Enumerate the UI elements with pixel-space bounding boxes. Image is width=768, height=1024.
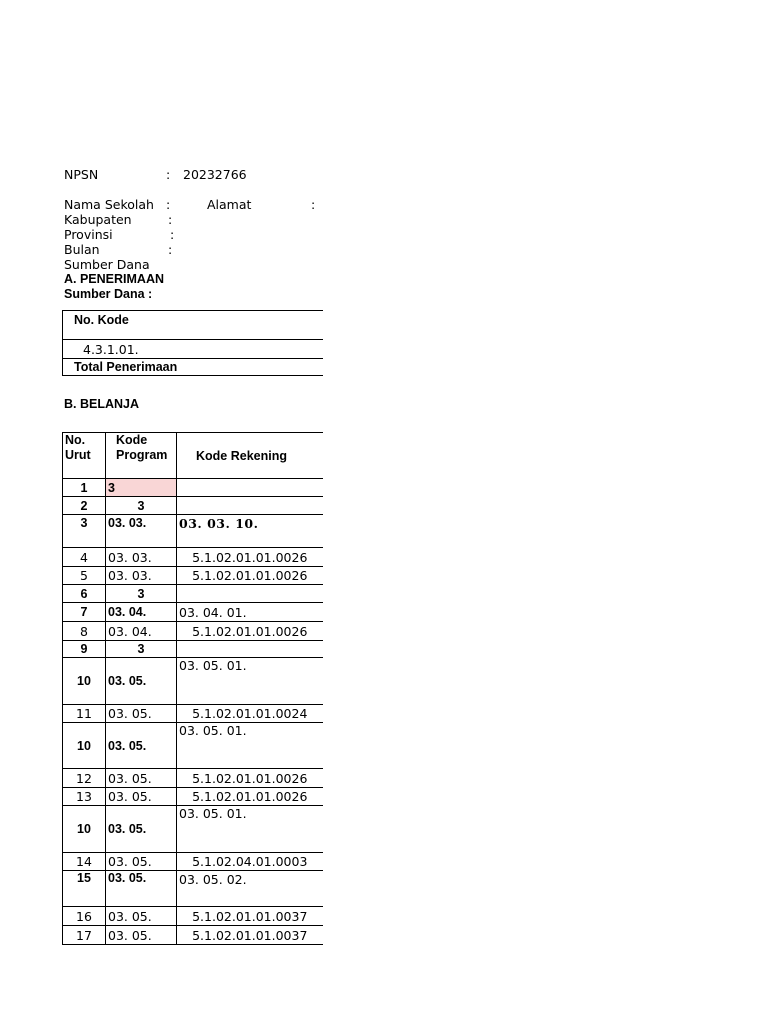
row-no: 10 xyxy=(63,658,106,705)
alamat-label: Alamat xyxy=(207,197,252,212)
row-no: 17 xyxy=(63,926,106,945)
table-row xyxy=(63,497,323,515)
row-rekening: 5.1.02.04.01.0003 xyxy=(177,853,323,871)
row-rekening: 5.1.02.01.01.0026 xyxy=(177,788,323,806)
penerimaan-table xyxy=(62,310,323,376)
row-kode: 03. 03. xyxy=(106,548,177,567)
table-row xyxy=(63,548,323,567)
table-row xyxy=(63,806,323,853)
row-kode: 03. 03. xyxy=(106,567,177,585)
row-rekening: 5.1.02.01.01.0026 xyxy=(177,622,323,641)
bulan-colon: : xyxy=(168,242,173,257)
npsn-label: NPSN xyxy=(64,167,99,182)
row-rekening: 03. 03. 10. xyxy=(177,515,323,548)
nama-sekolah-colon: : xyxy=(166,197,171,212)
row-no: 2 xyxy=(63,497,106,515)
row-kode: 3 xyxy=(106,497,177,515)
row-kode: 03. 05. xyxy=(106,907,177,926)
row-kode: 03. 05. xyxy=(106,723,177,769)
kabupaten-label: Kabupaten xyxy=(64,212,132,227)
row-kode: 03. 05. xyxy=(106,806,177,853)
row-no: 10 xyxy=(63,723,106,769)
sumber-dana-label: Sumber Dana xyxy=(64,257,150,272)
table-row xyxy=(63,871,323,907)
table-row xyxy=(63,788,323,806)
row-rekening xyxy=(177,641,323,658)
table-row xyxy=(63,769,323,788)
alamat-colon: : xyxy=(311,197,316,212)
header-no-urut: No. Urut xyxy=(63,433,106,479)
provinsi-colon: : xyxy=(170,227,175,242)
header-kode-rekening: Kode Rekening xyxy=(177,433,323,479)
row-no: 14 xyxy=(63,853,106,871)
row-no: 16 xyxy=(63,907,106,926)
total-penerimaan: Total Penerimaan xyxy=(63,359,323,376)
row-no: 7 xyxy=(63,603,106,622)
table-row xyxy=(63,926,323,945)
row-kode: 03. 05. xyxy=(106,658,177,705)
table-row xyxy=(63,515,323,548)
bulan-label: Bulan xyxy=(64,242,100,257)
row-kode: 3 xyxy=(106,641,177,658)
row-no: 3 xyxy=(63,515,106,548)
row-kode: 03. 05. xyxy=(106,705,177,723)
row-kode: 03. 05. xyxy=(106,853,177,871)
row-no: 5 xyxy=(63,567,106,585)
row-no: 12 xyxy=(63,769,106,788)
row-rekening: 5.1.02.01.01.0026 xyxy=(177,769,323,788)
row-rekening: 03. 05. 02. xyxy=(177,871,323,907)
table-row xyxy=(63,622,323,641)
row-rekening xyxy=(177,497,323,515)
table-row xyxy=(63,705,323,723)
row-rekening: 5.1.02.01.01.0037 xyxy=(177,926,323,945)
row-no: 13 xyxy=(63,788,106,806)
penerimaan-col-header: No. Kode xyxy=(63,311,323,340)
row-no: 6 xyxy=(63,585,106,603)
row-rekening xyxy=(177,479,323,497)
row-no: 11 xyxy=(63,705,106,723)
npsn-colon: : xyxy=(166,167,171,182)
row-kode: 3 xyxy=(106,585,177,603)
row-no: 10 xyxy=(63,806,106,853)
row-rekening: 5.1.02.01.01.0024 xyxy=(177,705,323,723)
penerimaan-title: A. PENERIMAAN xyxy=(64,272,165,286)
provinsi-label: Provinsi xyxy=(64,227,113,242)
table-row xyxy=(63,907,323,926)
row-rekening: 5.1.02.01.01.0037 xyxy=(177,907,323,926)
header-kode-program: Kode Program xyxy=(106,433,177,479)
row-rekening: 5.1.02.01.01.0026 xyxy=(177,567,323,585)
table-row xyxy=(63,658,323,705)
table-row xyxy=(63,603,323,622)
row-kode: 03. 05. xyxy=(106,871,177,907)
row-rekening: 5.1.02.01.01.0026 xyxy=(177,548,323,567)
row-rekening: 03. 05. 01. xyxy=(177,806,323,853)
kabupaten-colon: : xyxy=(168,212,173,227)
penerimaan-row-code: 4.3.1.01. xyxy=(63,340,323,359)
table-row xyxy=(63,567,323,585)
table-row xyxy=(63,585,323,603)
belanja-header-row xyxy=(63,433,323,479)
row-no: 1 xyxy=(63,479,106,497)
table-row xyxy=(63,641,323,658)
row-rekening xyxy=(177,585,323,603)
row-kode: 03. 04. xyxy=(106,622,177,641)
row-kode: 03. 05. xyxy=(106,769,177,788)
row-kode: 03. 05. xyxy=(106,926,177,945)
npsn-value: 20232766 xyxy=(183,167,247,182)
row-rekening: 03. 04. 01. xyxy=(177,603,323,622)
belanja-title: B. BELANJA xyxy=(64,397,140,411)
table-row xyxy=(63,723,323,769)
row-kode: 03. 03. xyxy=(106,515,177,548)
row-kode: 03. 05. xyxy=(106,788,177,806)
row-no: 8 xyxy=(63,622,106,641)
row-no: 15 xyxy=(63,871,106,907)
row-kode: 03. 04. xyxy=(106,603,177,622)
row-no: 4 xyxy=(63,548,106,567)
row-kode-selected-cell[interactable]: 3 xyxy=(106,479,177,497)
penerimaan-sumber-dana: Sumber Dana : xyxy=(64,287,153,301)
nama-sekolah-label: Nama Sekolah xyxy=(64,197,154,212)
belanja-table xyxy=(62,432,323,945)
table-row xyxy=(63,853,323,871)
table-row xyxy=(63,479,323,497)
row-no: 9 xyxy=(63,641,106,658)
row-rekening: 03. 05. 01. xyxy=(177,658,323,705)
row-rekening: 03. 05. 01. xyxy=(177,723,323,769)
